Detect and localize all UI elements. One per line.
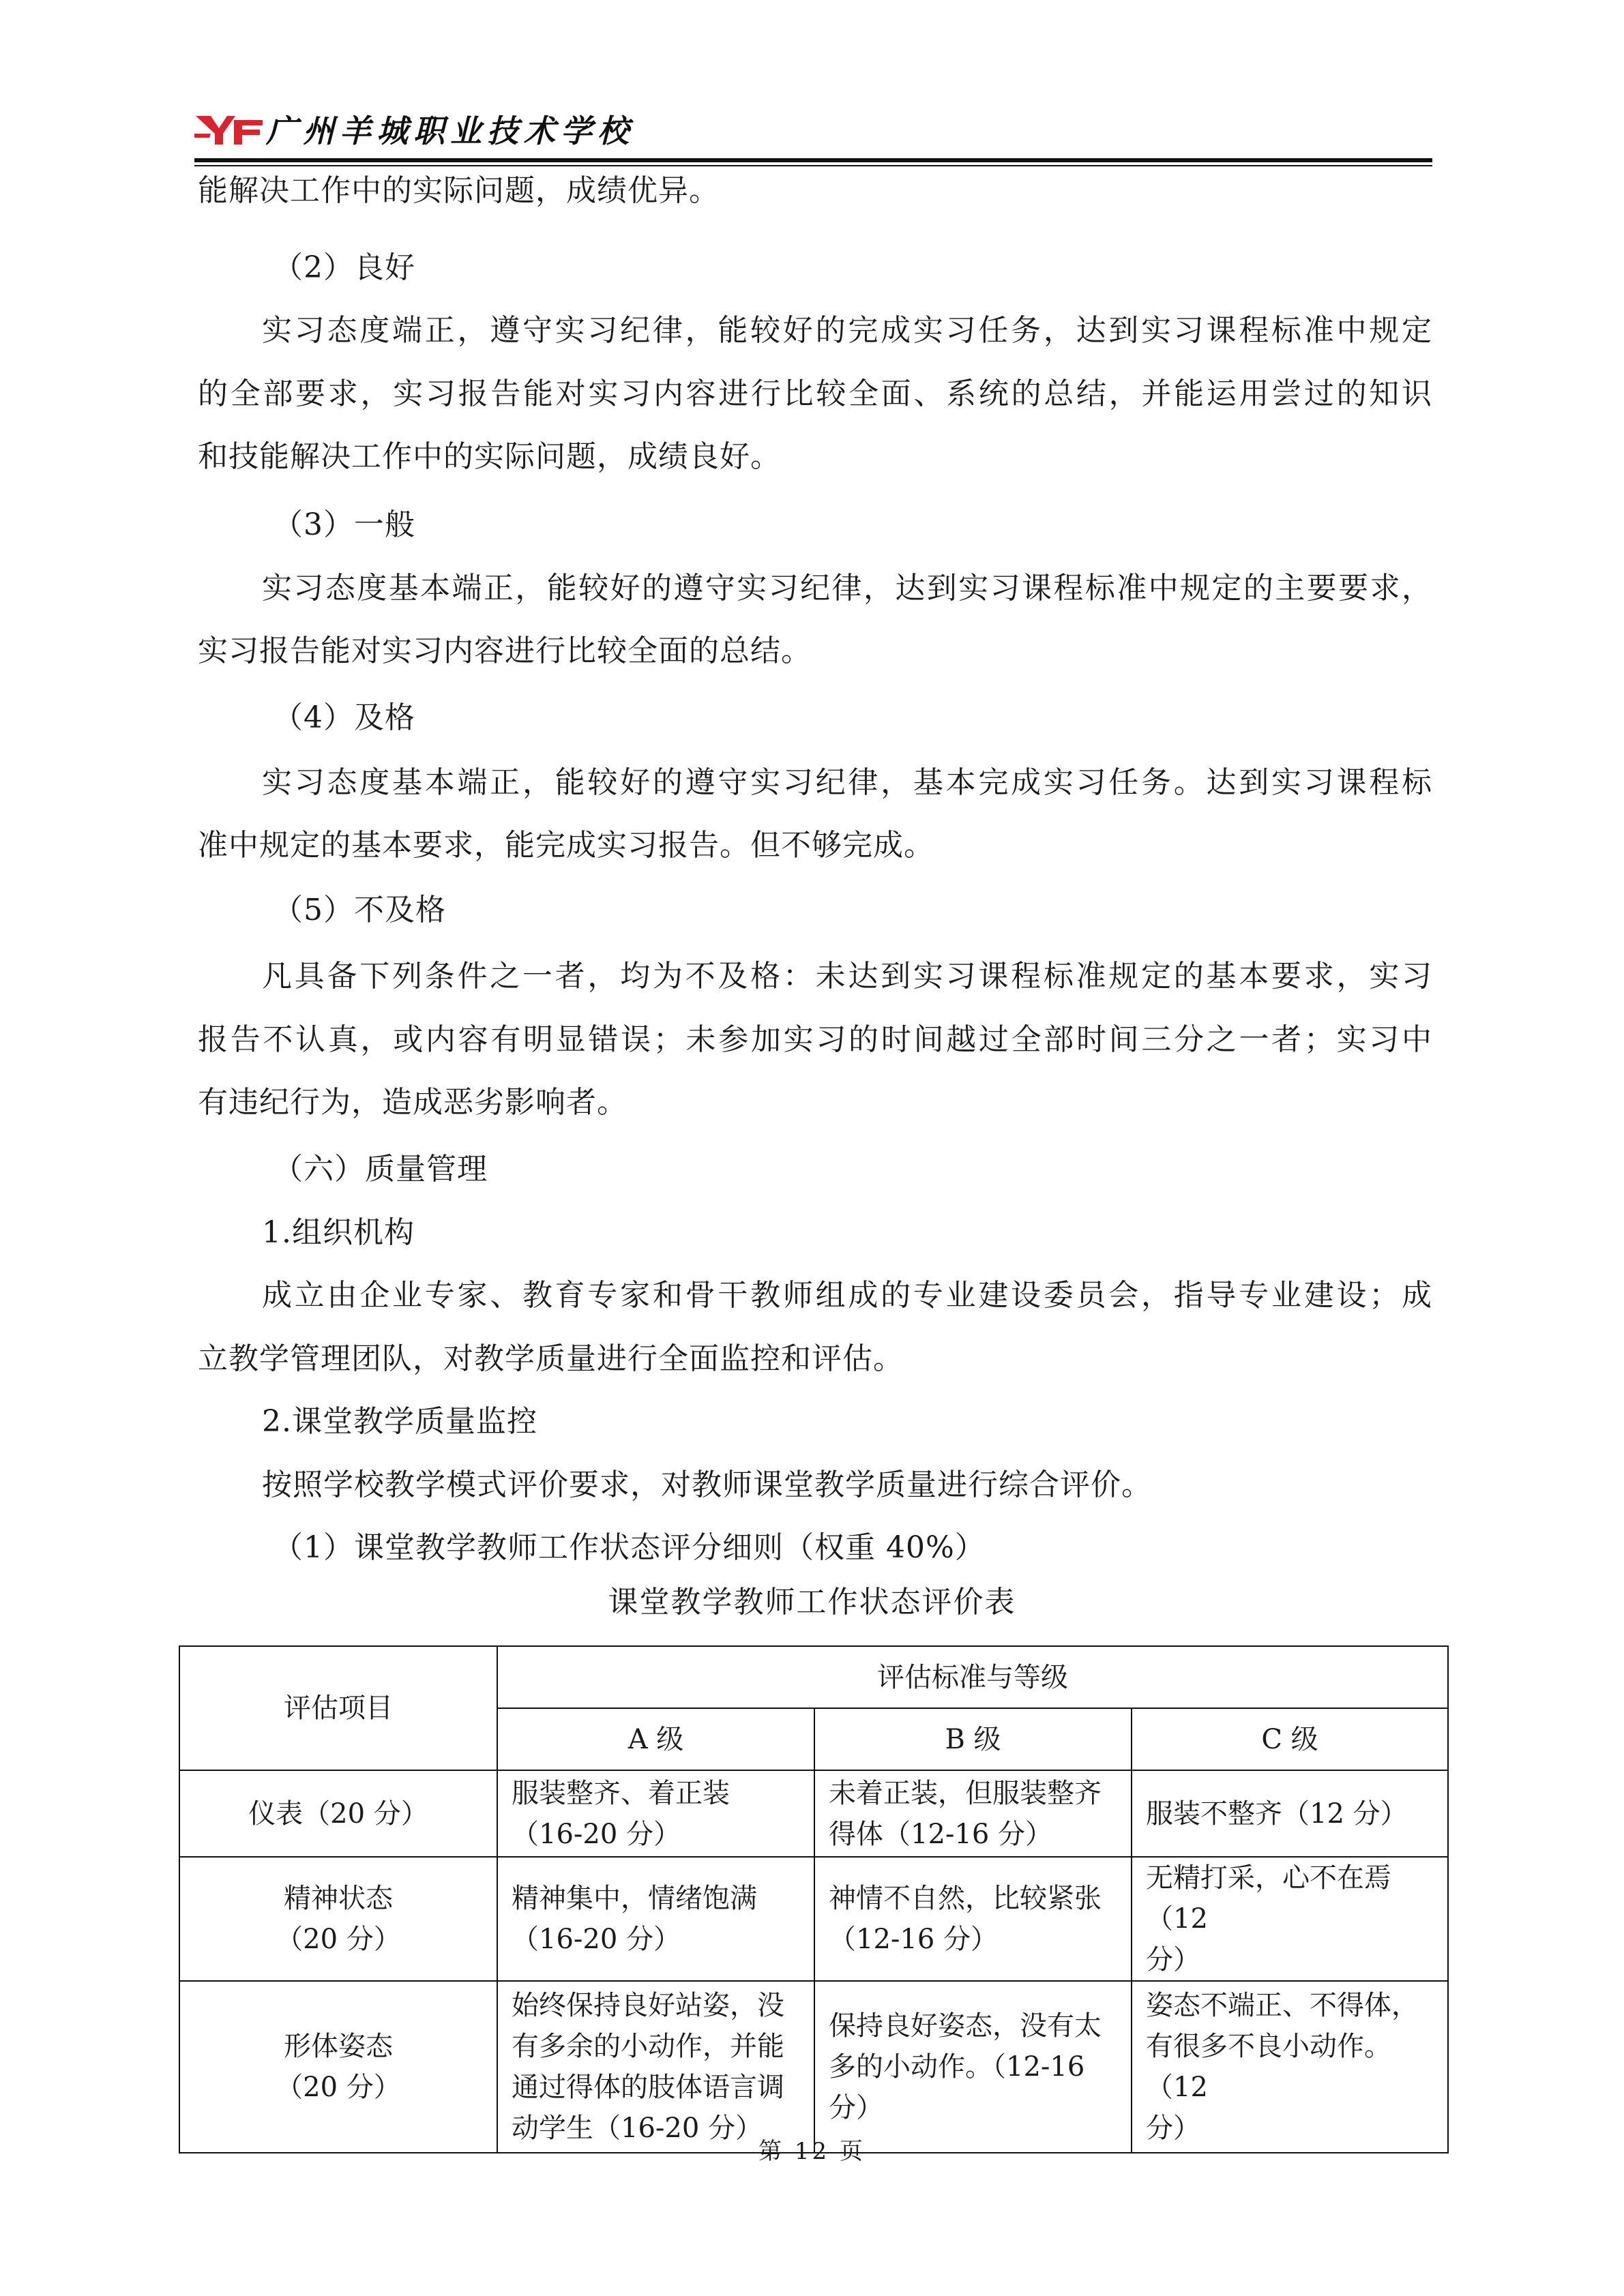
section-heading: （3）一般 [273,507,415,542]
table-cell-a [497,1770,814,1857]
cell-line: 保持良好姿态，没有太 [829,2010,1102,2042]
cell-line: 精神状态 [284,1883,393,1914]
body-line: 立教学管理团队，对教学质量进行全面监控和评估。 [198,1341,904,1376]
cell-line: （20 分） [276,1924,401,1955]
table-cell-c [1132,1981,1448,2153]
subsection-heading: 1.组织机构 [262,1215,415,1250]
body-line: 实习态度端正，遵守实习纪律，能较好的完成实习任务，达到实习课程标准中规定 [262,313,1432,348]
cell-line: 未着正装，但服装整齐 [829,1777,1102,1809]
table-row [179,1770,1448,1857]
body-line: 按照学校教学模式评价要求，对教师课堂教学质量进行综合评价。 [262,1467,1152,1502]
cell-line: 分） [829,2092,883,2123]
header-cell-level-c: C 级 [1132,1708,1448,1770]
cell-line: 形体姿态 [284,2031,393,2062]
cell-line: 仪表（20 分） [248,1798,428,1830]
body-line: 和技能解决工作中的实际问题，成绩良好。 [198,439,781,474]
cell-line: 通过得体的肢体语言调 [512,2072,784,2103]
subsection-heading: 2.课堂教学质量监控 [262,1404,537,1439]
table-caption: 课堂教学教师工作状态评价表 [608,1585,1016,1620]
table-cell-a [497,1857,814,1981]
cell-line: 有多余的小动作，并能 [512,2031,784,2062]
table-cell-item [179,1857,497,1981]
cell-line: （16-20 分） [512,1924,681,1955]
table-cell-c [1132,1770,1448,1857]
cell-line: 服装整齐、着正装 [512,1777,730,1809]
body-line: 实习态度基本端正，能较好的遵守实习纪律，基本完成实习任务。达到实习课程标 [262,765,1432,800]
table-cell-a [497,1981,814,2153]
cell-line: （16-20 分） [512,1818,681,1850]
body-line: 有违纪行为，造成恶劣影响者。 [198,1085,628,1120]
section-heading: （六）质量管理 [273,1152,488,1187]
table-header-row [179,1646,1448,1708]
header-rule-thin [194,165,1432,166]
header-cell-level-a: A 级 [497,1708,814,1770]
table-cell-item [179,1770,497,1857]
cell-line: 得体（12-16 分） [829,1818,1053,1850]
page-header [194,110,1432,155]
table-row [179,1857,1448,1981]
cell-line: 姿态不端正、不得体， [1146,1990,1419,2021]
school-logo [194,113,264,146]
body-line: 能解决工作中的实际问题，成绩优异。 [198,173,720,208]
body-line: 的全部要求，实习报告能对实习内容进行比较全面、系统的总结，并能运用尝过的知识 [198,376,1432,411]
cell-line: 分） [1146,1944,1200,1976]
cell-line: （20 分） [276,2072,401,2103]
header-rule [194,158,1432,162]
body-line: 报告不认真，或内容有明显错误；未参加实习的时间越过全部时间三分之一者；实习中 [198,1022,1432,1057]
body-line: 成立由企业专家、教育专家和骨干教师组成的专业建设委员会，指导专业建设；成 [262,1278,1432,1313]
body-line: 实习态度基本端正，能较好的遵守实习纪律，达到实习课程标准中规定的主要要求， [262,571,1432,606]
cell-line: 动学生（16-20 分） [512,2113,763,2144]
body-line: 实习报告能对实习内容进行比较全面的总结。 [198,633,812,668]
cell-line: 始终保持良好站姿，没 [512,1990,784,2021]
page-number: 第 12 页 [758,2138,866,2165]
header-cell-level-b: B 级 [814,1708,1132,1770]
cell-line: （12-16 分） [829,1924,999,1955]
table-cell-item [179,1981,497,2153]
table-row [179,1981,1448,2153]
school-name: 广州羊城职业技术学校 [266,113,634,149]
table-cell-b [814,1857,1132,1981]
table-cell-b [814,1770,1132,1857]
cell-line: 神情不自然，比较紧张 [829,1883,1102,1914]
cell-line: 服装不整齐（12 分） [1146,1798,1408,1830]
cell-line: 无精打采，心不在焉（12 [1146,1862,1391,1935]
cell-line: 分） [1146,2113,1200,2144]
section-heading: （5）不及格 [273,893,446,927]
body-line: 凡具备下列条件之一者，均为不及格：未达到实习课程标准规定的基本要求，实习 [262,959,1432,994]
cell-line: 多的小动作。（12-16 [829,2051,1085,2083]
section-heading: （1）课堂教学教师工作状态评分细则（权重 40%） [273,1530,986,1565]
table-cell-c [1132,1857,1448,1981]
section-heading: （2）良好 [273,250,415,285]
table-cell-b [814,1981,1132,2153]
header-cell-group: 评估标准与等级 [497,1646,1448,1708]
cell-line: 精神集中，情绪饱满 [512,1883,757,1914]
section-heading: （4）及格 [273,700,415,735]
evaluation-table [179,1645,1449,2153]
body-line: 准中规定的基本要求，能完成实习报告。但不够完成。 [198,828,934,863]
header-cell-item: 评估项目 [179,1646,497,1770]
cell-line: 有很多不良小动作。（12 [1146,2031,1391,2103]
